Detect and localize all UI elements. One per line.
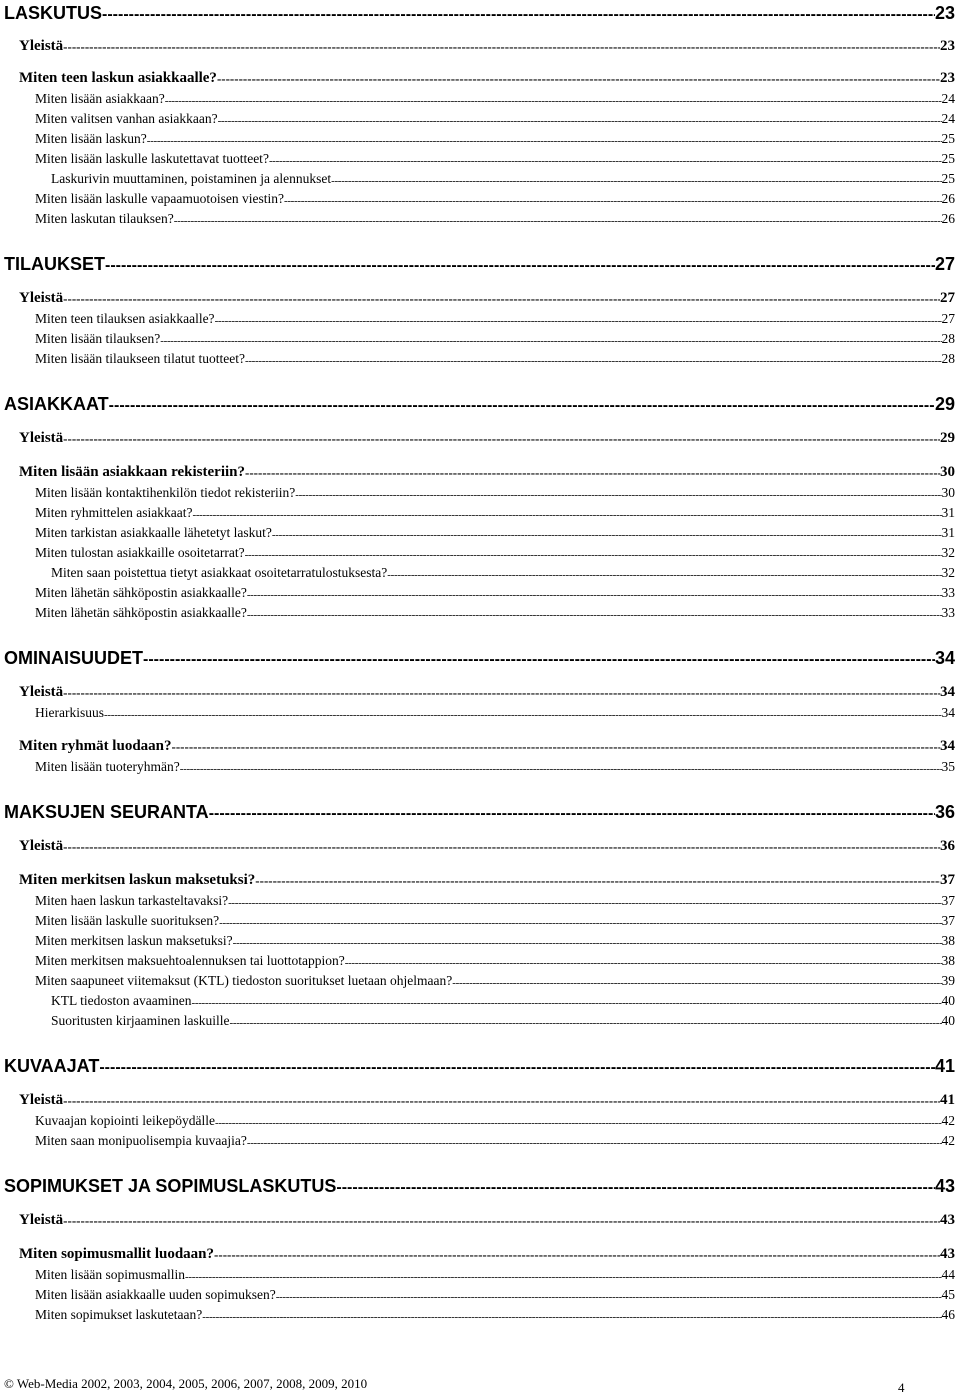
toc-leader-dashes [209, 805, 935, 823]
toc-leader-dashes [214, 1247, 940, 1263]
toc-leader-dashes [202, 1311, 941, 1323]
toc-page-number: 23 [940, 70, 955, 86]
toc-leader-dashes [229, 1017, 941, 1029]
toc-leader-dashes [160, 335, 941, 347]
toc-leader-dashes [63, 1213, 940, 1229]
toc-page-number: 41 [934, 1056, 955, 1076]
toc-page-number: 34 [941, 705, 955, 720]
toc-leader-dashes [143, 651, 935, 669]
toc-page-number: 34 [940, 684, 955, 700]
toc-entry-title: Miten saan monipuolisempia kuvaajia? [35, 1133, 247, 1148]
toc-page-number: 35 [941, 759, 955, 774]
toc-page-number: 40 [941, 993, 955, 1008]
toc-entry[interactable] [19, 67, 955, 87]
toc-entry-title: Miten sopimukset laskutetaan? [35, 1307, 203, 1322]
toc-page-number: 34 [940, 738, 955, 754]
toc-leader-dashes [99, 1059, 935, 1077]
toc-entry[interactable] [35, 309, 955, 327]
toc-leader-dashes [295, 489, 941, 501]
toc-page-number: 31 [941, 505, 955, 520]
toc-page-number: 27 [940, 290, 955, 306]
toc-page-number: 30 [940, 464, 955, 480]
toc-leader-dashes [63, 39, 940, 55]
toc-entry[interactable] [4, 1175, 955, 1197]
toc-leader-dashes [102, 6, 935, 24]
toc-page-number: 44 [941, 1267, 955, 1282]
toc-page-number: 32 [941, 545, 955, 560]
toc-entry-title: Miten lähetän sähköpostin asiakkaalle? [35, 585, 247, 600]
toc-entry-title: OMINAISUUDET [4, 648, 143, 668]
toc-entry[interactable] [35, 1265, 955, 1283]
toc-entry[interactable] [35, 583, 955, 601]
toc-entry[interactable] [4, 1055, 955, 1077]
toc-entry[interactable] [51, 169, 955, 187]
toc-entry[interactable] [4, 253, 955, 275]
toc-leader-dashes [174, 215, 942, 227]
toc-leader-dashes [272, 529, 942, 541]
toc-leader-dashes [233, 937, 942, 949]
toc-leader-dashes [219, 917, 941, 929]
page-number: 4 [898, 1380, 905, 1395]
toc-page-number: 28 [941, 331, 955, 346]
toc-page-number: 25 [941, 151, 955, 166]
toc-entry[interactable] [35, 483, 955, 501]
toc-page-number: 26 [941, 191, 955, 206]
toc-page-number: 32 [941, 565, 955, 580]
toc-entry-title: LASKUTUS [4, 3, 102, 23]
toc-entry[interactable] [19, 681, 955, 701]
toc-entry-title: Yleistä [19, 430, 64, 446]
toc-page-number: 24 [941, 91, 955, 106]
toc-entry-title: KUVAAJAT [4, 1056, 100, 1076]
toc-page-number: 30 [941, 485, 955, 500]
toc-entry-title: Miten lisään kontaktihenkilön tiedot rekisteriin? [35, 485, 296, 500]
toc-entry-title: Yleistä [19, 290, 64, 306]
toc-entry[interactable] [4, 647, 955, 669]
toc-leader-dashes [336, 1179, 935, 1197]
toc-entry-title: Yleistä [19, 38, 64, 54]
toc-page-number: 37 [941, 893, 955, 908]
toc-page-number: 36 [934, 802, 955, 822]
toc-entry-title: Yleistä [19, 684, 64, 700]
toc-page-number: 31 [941, 525, 955, 540]
toc-entry[interactable] [35, 523, 955, 541]
toc-leader-dashes [331, 175, 941, 187]
toc-leader-dashes [63, 1093, 940, 1109]
toc-entry-title: KTL tiedoston avaaminen [51, 993, 192, 1008]
toc-entry[interactable] [19, 461, 955, 481]
toc-page-number: 39 [941, 973, 955, 988]
toc-entry-title: Yleistä [19, 838, 64, 854]
toc-entry-title: TILAUKSET [4, 254, 105, 274]
toc-entry-title: MAKSUJEN SEURANTA [4, 802, 209, 822]
toc-entry[interactable] [19, 1089, 955, 1109]
toc-page-number: 27 [934, 254, 955, 274]
toc-entry-title: Miten merkitsen laskun maksetuksi? [35, 933, 233, 948]
toc-entry-title: Miten lisään tuoteryhmän? [35, 759, 180, 774]
toc-page-number: 29 [940, 430, 955, 446]
toc-page-number: 37 [940, 872, 955, 888]
toc-page-number: 38 [941, 953, 955, 968]
toc-entry[interactable] [19, 287, 955, 307]
toc-entry-title: Miten saan poistettua tietyt asiakkaat osoitetarratulostuksesta? [51, 565, 388, 580]
toc-entry[interactable] [19, 869, 955, 889]
toc-entry-title: Miten ryhmät luodaan? [19, 738, 172, 754]
toc-page-number: 42 [941, 1113, 955, 1128]
toc-entry[interactable] [35, 1285, 955, 1303]
toc-leader-dashes [63, 291, 940, 307]
toc-leader-dashes [247, 609, 942, 621]
toc-page-number: 27 [941, 311, 955, 326]
toc-page-number: 43 [940, 1246, 955, 1262]
toc-entry-title: Hierarkisuus [35, 705, 104, 720]
toc-entry-title: Miten merkitsen maksuehtoalennuksen tai luottotappion? [35, 953, 345, 968]
toc-leader-dashes [247, 1137, 942, 1149]
toc-page-number: 38 [941, 933, 955, 948]
toc-entry[interactable] [4, 801, 955, 823]
toc-entry-title: SOPIMUKSET JA SOPIMUSLASKUTUS [4, 1176, 337, 1196]
toc-leader-dashes [215, 1117, 942, 1129]
toc-entry[interactable] [35, 109, 955, 127]
toc-page-number: 37 [941, 913, 955, 928]
toc-entry[interactable] [35, 543, 955, 561]
toc-leader-dashes [245, 355, 942, 367]
toc-leader-dashes [63, 839, 940, 855]
toc-entry-title: Miten lisään sopimusmallin [35, 1267, 185, 1282]
toc-entry-title: Miten lisään laskun? [35, 131, 147, 146]
toc-leader-dashes [147, 135, 942, 147]
toc-page-number: 23 [940, 38, 955, 54]
toc-entry[interactable] [35, 1111, 955, 1129]
toc-entry[interactable] [35, 349, 955, 367]
toc-entry-title: Miten lisään asiakkaan? [35, 91, 165, 106]
toc-leader-dashes [215, 315, 942, 327]
toc-page-number: 25 [941, 131, 955, 146]
toc-leader-dashes [245, 465, 940, 481]
toc-entry-title: Miten lisään laskulle laskutettavat tuotteet? [35, 151, 269, 166]
toc-entry[interactable] [4, 2, 955, 24]
toc-leader-dashes [165, 95, 942, 107]
toc-leader-dashes [228, 897, 941, 909]
toc-leader-dashes [217, 71, 940, 87]
toc-entry[interactable] [19, 427, 955, 447]
toc-leader-dashes [452, 977, 941, 989]
toc-leader-dashes [105, 257, 935, 275]
copyright-notice: © Web-Media 2002, 2003, 2004, 2005, 2006, 2007, 2008, 2009, 2010 [4, 1376, 368, 1391]
toc-entry[interactable] [35, 911, 955, 929]
toc-leader-dashes [185, 1271, 942, 1283]
toc-page-number: 28 [941, 351, 955, 366]
toc-entry[interactable] [35, 757, 955, 775]
toc-entry-title: Miten saapuneet viitemaksut (KTL) tiedoston suoritukset luetaan ohjelmaan? [35, 973, 453, 988]
toc-leader-dashes [247, 589, 942, 601]
toc-entry-title: Suoritusten kirjaaminen laskuille [51, 1013, 230, 1028]
toc-leader-dashes [345, 957, 942, 969]
toc-entry[interactable] [35, 703, 955, 721]
toc-entry-title: Yleistä [19, 1092, 64, 1108]
toc-leader-dashes [191, 997, 941, 1009]
toc-leader-dashes [284, 195, 942, 207]
toc-entry[interactable] [35, 209, 955, 227]
toc-entry[interactable] [19, 35, 955, 55]
toc-entry[interactable] [19, 735, 955, 755]
toc-entry[interactable] [51, 1011, 955, 1029]
toc-leader-dashes [387, 569, 941, 581]
toc-entry-title: Miten lähetän sähköpostin asiakkaalle? [35, 605, 247, 620]
toc-entry-title: Miten lisään asiakkaan rekisteriin? [19, 464, 245, 480]
toc-entry-title: Miten ryhmittelen asiakkaat? [35, 505, 193, 520]
toc-leader-dashes [109, 397, 935, 415]
toc-leader-dashes [218, 115, 942, 127]
toc-leader-dashes [104, 709, 942, 721]
toc-leader-dashes [172, 739, 940, 755]
toc-entry-title: Miten lisään laskulle suorituksen? [35, 913, 220, 928]
toc-page-number: 42 [941, 1133, 955, 1148]
toc-entry[interactable] [35, 931, 955, 949]
toc-entry-title: Miten lisään asiakkaalle uuden sopimuksen? [35, 1287, 276, 1302]
toc-entry-title: Miten tulostan asiakkaille osoitetarrat? [35, 545, 245, 560]
toc-leader-dashes [192, 509, 941, 521]
toc-page-number: 25 [941, 171, 955, 186]
toc-entry[interactable] [19, 835, 955, 855]
toc-entry[interactable] [4, 393, 955, 415]
toc-entry[interactable] [19, 1209, 955, 1229]
toc-entry[interactable] [35, 1131, 955, 1149]
toc-entry-title: Miten teen laskun asiakkaalle? [19, 70, 217, 86]
toc-page-number: 36 [940, 838, 955, 854]
toc-entry-title: Miten haen laskun tarkasteltavaksi? [35, 893, 229, 908]
toc-leader-dashes [63, 685, 940, 701]
toc-leader-dashes [269, 155, 942, 167]
toc-entry[interactable] [35, 503, 955, 521]
toc-entry-title: Kuvaajan kopiointi leikepöydälle [35, 1113, 215, 1128]
toc-page-number: 33 [941, 605, 955, 620]
toc-entry[interactable] [51, 991, 955, 1009]
toc-entry-title: Miten valitsen vanhan asiakkaan? [35, 111, 218, 126]
toc-leader-dashes [276, 1291, 942, 1303]
toc-page-number: 33 [941, 585, 955, 600]
toc-entry[interactable] [35, 951, 955, 969]
toc-page-number: 24 [941, 111, 955, 126]
toc-entry-title: Miten lisään tilauksen? [35, 331, 161, 346]
toc-page-number: 43 [934, 1176, 955, 1196]
toc-entry[interactable] [35, 891, 955, 909]
toc-entry[interactable] [35, 149, 955, 167]
toc-page-number: 26 [941, 211, 955, 226]
toc-leader-dashes [180, 763, 942, 775]
toc-page-number: 43 [940, 1212, 955, 1228]
toc-entry[interactable] [35, 89, 955, 107]
toc-leader-dashes [245, 549, 942, 561]
toc-entry-title: Miten sopimusmallit luodaan? [19, 1246, 215, 1262]
toc-page-number: 40 [941, 1013, 955, 1028]
toc-entry[interactable] [35, 603, 955, 621]
toc-entry-title: Miten tarkistan asiakkaalle lähetetyt laskut? [35, 525, 272, 540]
toc-page-number: 34 [934, 648, 955, 668]
toc-entry[interactable] [35, 971, 955, 989]
toc-entry[interactable] [35, 329, 955, 347]
toc-entry-title: Yleistä [19, 1212, 64, 1228]
toc-page-number: 29 [934, 394, 955, 414]
toc-entry[interactable] [51, 563, 955, 581]
toc-entry-title: ASIAKKAAT [4, 394, 109, 414]
toc-entry-title: Miten teen tilauksen asiakkaalle? [35, 311, 215, 326]
toc-leader-dashes [63, 431, 940, 447]
toc-entry-title: Miten lisään tilaukseen tilatut tuotteet? [35, 351, 245, 366]
toc-entry-title: Laskurivin muuttaminen, poistaminen ja alennukset [51, 171, 332, 186]
toc-page-number: 23 [934, 3, 955, 23]
toc-entry[interactable] [35, 1305, 955, 1323]
toc-page-number: 45 [941, 1287, 955, 1302]
toc-leader-dashes [255, 873, 940, 889]
toc-entry-title: Miten merkitsen laskun maksetuksi? [19, 872, 256, 888]
toc-page-number: 46 [941, 1307, 955, 1322]
toc-entry[interactable] [35, 129, 955, 147]
toc-page-number: 41 [940, 1092, 955, 1108]
toc-entry[interactable] [19, 1243, 955, 1263]
toc-entry-title: Miten lisään laskulle vapaamuotoisen viestin? [35, 191, 284, 206]
toc-entry-title: Miten laskutan tilauksen? [35, 211, 174, 226]
toc-entry[interactable] [35, 189, 955, 207]
